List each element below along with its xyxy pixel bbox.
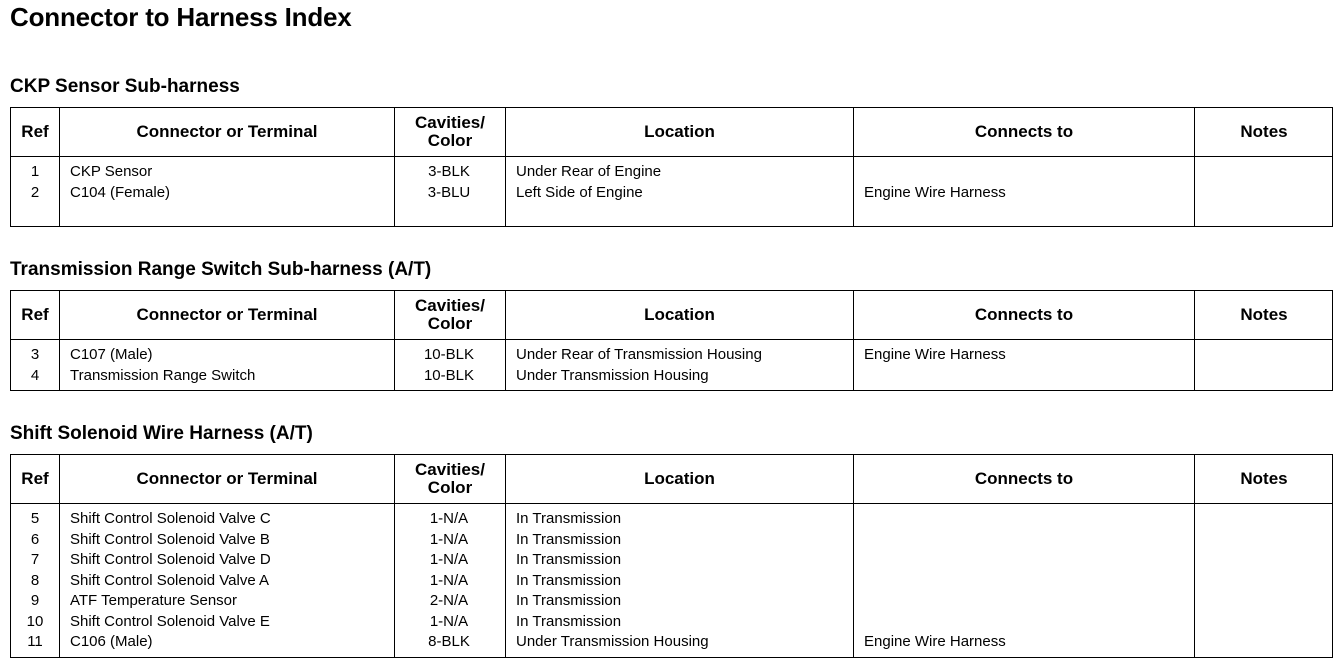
column-header-line: Cavities/ (415, 295, 485, 315)
table-row (11, 550, 1332, 570)
column-header-line: Color (427, 130, 473, 150)
ref-cell: 10 (26, 612, 44, 630)
connector-cell: Shift Control Solenoid Valve B (70, 530, 270, 548)
table-row (11, 183, 1332, 203)
cavities-cell: 1-N/A (429, 510, 469, 527)
table-row (11, 366, 1332, 386)
ref-cell: 1 (30, 163, 40, 180)
connector-cell: C104 (Female) (70, 183, 171, 201)
ref-cell: 8 (30, 571, 40, 589)
ref-cell: 4 (30, 366, 40, 384)
column-header-ref: Ref (21, 304, 49, 324)
connector-cell: Transmission Range Switch (70, 366, 256, 384)
location-cell: Under Transmission Housing (516, 366, 709, 384)
cavities-cell: 10-BLK (423, 366, 475, 384)
connects-to-cell: Engine Wire Harness (864, 633, 1006, 650)
column-header-location: Location (644, 304, 715, 324)
column-header-line: Color (427, 313, 473, 333)
connector-cell: Shift Control Solenoid Valve A (70, 571, 270, 589)
table-row (11, 162, 1332, 182)
column-header-connector: Connector or Terminal (136, 121, 318, 141)
table-row (11, 571, 1332, 591)
column-header-notes: Notes (1240, 468, 1288, 488)
section-title: CKP Sensor Sub-harness (10, 76, 240, 97)
column-header-notes: Notes (1240, 121, 1288, 141)
column-header-text (415, 297, 485, 333)
table-header (11, 455, 1332, 504)
connects-to-cell: Engine Wire Harness (864, 346, 1006, 363)
cavities-cell: 10-BLK (423, 346, 475, 363)
column-header-connector: Connector or Terminal (136, 304, 318, 324)
cavities-cell: 1-N/A (429, 530, 469, 548)
column-header-cavities (395, 108, 505, 155)
connector-table (10, 290, 1333, 391)
location-cell: Under Rear of Transmission Housing (516, 346, 762, 363)
section-title: Shift Solenoid Wire Harness (A/T) (10, 423, 313, 444)
column-header-line: Cavities/ (415, 112, 485, 132)
page-title: Connector to Harness Index (10, 2, 352, 32)
cavities-cell: 1-N/A (429, 571, 469, 589)
column-header-cavities (395, 455, 505, 502)
location-cell: In Transmission (516, 592, 622, 609)
connector-cell: Shift Control Solenoid Valve E (70, 612, 270, 630)
table-header (11, 108, 1332, 157)
connector-cell: Shift Control Solenoid Valve D (70, 551, 271, 568)
connector-cell: Shift Control Solenoid Valve C (70, 510, 271, 527)
table-row (11, 345, 1332, 365)
table-row (11, 530, 1332, 550)
location-cell: In Transmission (516, 612, 622, 630)
connector-cell: ATF Temperature Sensor (70, 592, 238, 609)
connector-cell: CKP Sensor (70, 163, 153, 180)
column-header-connector: Connector or Terminal (136, 468, 318, 488)
ref-cell: 7 (30, 551, 40, 568)
ref-cell: 11 (27, 633, 43, 650)
ref-cell: 2 (30, 183, 40, 201)
section-title: Transmission Range Switch Sub-harness (A/T) (10, 259, 432, 280)
table-header (11, 291, 1332, 340)
location-cell: In Transmission (516, 551, 622, 568)
column-header-cavities (395, 291, 505, 338)
location-cell: Under Transmission Housing (516, 633, 709, 650)
column-header-connects-to: Connects to (974, 468, 1074, 488)
connector-table (10, 107, 1333, 227)
connects-to-cell: Engine Wire Harness (864, 183, 1006, 201)
cavities-cell: 1-N/A (429, 551, 469, 568)
ref-cell: 6 (30, 530, 40, 548)
table-row (11, 509, 1332, 529)
cavities-cell: 1-N/A (429, 612, 469, 630)
table-row (11, 591, 1332, 611)
table-row (11, 612, 1332, 632)
cavities-cell: 3-BLU (427, 183, 471, 201)
location-cell: In Transmission (516, 571, 622, 589)
location-cell: Under Rear of Engine (516, 163, 662, 180)
location-cell: In Transmission (516, 510, 622, 527)
column-header-line: Color (427, 477, 473, 497)
table-row (11, 632, 1332, 652)
location-cell: Left Side of Engine (516, 183, 643, 201)
ref-cell: 9 (30, 592, 40, 609)
column-header-text (415, 114, 485, 150)
column-header-line: Cavities/ (415, 459, 485, 479)
cavities-cell: 3-BLK (428, 163, 470, 180)
cavities-cell: 2-N/A (429, 592, 469, 609)
column-header-connects-to: Connects to (974, 121, 1074, 141)
location-cell: In Transmission (516, 530, 622, 548)
connector-cell: C106 (Male) (70, 633, 153, 650)
column-header-connects-to: Connects to (974, 304, 1074, 324)
column-header-text (415, 461, 485, 497)
cavities-cell: 8-BLK (428, 633, 470, 650)
ref-cell: 5 (30, 510, 40, 527)
column-header-location: Location (644, 468, 715, 488)
connector-table (10, 454, 1333, 658)
ref-cell: 3 (30, 346, 40, 363)
column-header-location: Location (644, 121, 715, 141)
column-header-ref: Ref (21, 121, 49, 141)
column-header-notes: Notes (1240, 304, 1288, 324)
column-header-ref: Ref (21, 468, 49, 488)
connector-cell: C107 (Male) (70, 346, 153, 363)
